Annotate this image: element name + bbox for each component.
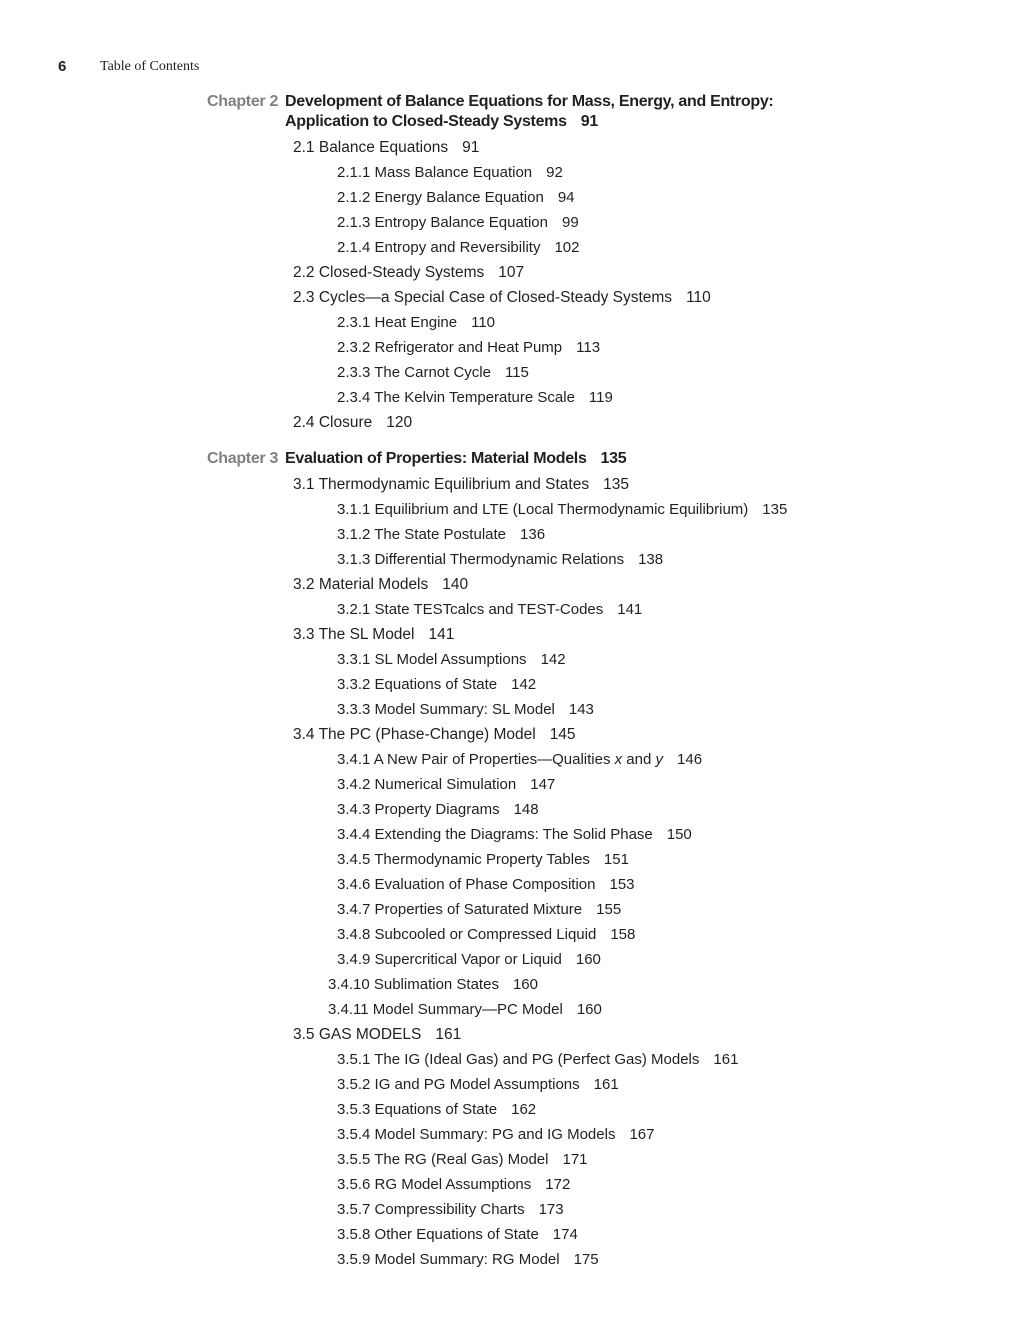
toc-entry-3-4-7[interactable]: 3.4.7 Properties of Saturated Mixture 155 <box>337 901 622 918</box>
toc-entry-3-5-2[interactable]: 3.5.2 IG and PG Model Assumptions 161 <box>337 1076 619 1093</box>
chapter-page: 135 <box>600 450 627 467</box>
toc-entry-3-1-3[interactable]: 3.1.3 Differential Thermodynamic Relations 138 <box>337 551 664 568</box>
toc-entry-2-1-3[interactable]: 2.1.3 Entropy Balance Equation 99 <box>337 214 579 231</box>
toc-entry-3-4-5[interactable]: 3.4.5 Thermodynamic Property Tables 151 <box>337 851 629 868</box>
toc-entry-3-4[interactable]: 3.4 The PC (Phase-Change) Model 145 <box>293 726 576 743</box>
page-ref: 120 <box>386 414 413 431</box>
page-ref: 160 <box>512 976 538 993</box>
page-ref: 135 <box>762 501 788 518</box>
toc-entry-2-1[interactable]: 2.1 Balance Equations 91 <box>293 139 480 156</box>
toc-entry-2-1-2[interactable]: 2.1.2 Energy Balance Equation 94 <box>337 189 575 206</box>
toc-entry-3-5-4[interactable]: 3.5.4 Model Summary: PG and IG Models 167 <box>337 1126 655 1143</box>
page-ref: 150 <box>666 826 692 843</box>
page-ref: 91 <box>462 139 480 156</box>
page-number: 6 <box>58 58 67 75</box>
toc-entry-2-3-3[interactable]: 2.3.3 The Carnot Cycle 115 <box>337 364 529 381</box>
page-ref: 92 <box>546 164 563 181</box>
toc-entry-2-3-1[interactable]: 2.3.1 Heat Engine 110 <box>337 314 496 331</box>
toc-entry-2-2[interactable]: 2.2 Closed-Steady Systems 107 <box>293 264 525 281</box>
chapter-label: Chapter 2 <box>207 93 279 110</box>
toc-entry-3-5-6[interactable]: 3.5.6 RG Model Assumptions 172 <box>337 1176 571 1193</box>
page-ref: 141 <box>428 626 455 643</box>
page-ref: 115 <box>504 364 529 381</box>
toc-entry-3-3-3[interactable]: 3.3.3 Model Summary: SL Model 143 <box>337 701 594 718</box>
page-ref: 155 <box>596 901 622 918</box>
chapter-label: Chapter 3 <box>207 450 279 467</box>
toc-entry-2-4[interactable]: 2.4 Closure 120 <box>293 414 413 431</box>
toc-entry-3-4-9[interactable]: 3.4.9 Supercritical Vapor or Liquid 160 <box>337 951 601 968</box>
page-ref: 174 <box>552 1226 578 1243</box>
page-ref: 99 <box>561 214 579 231</box>
toc-entry-3-4-6[interactable]: 3.4.6 Evaluation of Phase Composition 153 <box>337 876 635 893</box>
page-ref: 143 <box>568 701 594 718</box>
toc-entry-3-4-1[interactable]: 3.4.1 A New Pair of Properties—Qualities x and y 146 <box>337 751 703 768</box>
toc-entry-3-3-1[interactable]: 3.3.1 SL Model Assumptions 142 <box>337 651 566 668</box>
page-ref: 110 <box>471 314 496 331</box>
page-ref: 162 <box>511 1101 537 1118</box>
toc-entry-3-2-1[interactable]: 3.2.1 State TESTcalcs and TEST-Codes 141 <box>337 601 643 618</box>
page-ref: 94 <box>557 189 575 206</box>
toc-entry-3-1-2[interactable]: 3.1.2 The State Postulate 136 <box>337 526 546 543</box>
chapter-title: Evaluation of Properties: Material Models 135 <box>285 450 627 467</box>
toc-entry-3-2[interactable]: 3.2 Material Models 140 <box>293 576 469 593</box>
page-ref: 173 <box>538 1201 564 1218</box>
toc-entry-3-5-1[interactable]: 3.5.1 The IG (Ideal Gas) and PG (Perfect Gas) Models 161 <box>337 1051 739 1068</box>
toc-entry-3-3[interactable]: 3.3 The SL Model 141 <box>293 626 455 643</box>
toc-entry-3-5-8[interactable]: 3.5.8 Other Equations of State 174 <box>337 1226 578 1243</box>
page-ref: 151 <box>603 851 629 868</box>
page-ref: 107 <box>498 264 525 281</box>
toc-entry-3-3-2[interactable]: 3.3.2 Equations of State 142 <box>337 676 537 693</box>
chapter-title: Development of Balance Equations for Mass, Energy, and Entropy: Application to Closed-Steady Systems 91 <box>285 93 774 130</box>
toc-entry-3-5-7[interactable]: 3.5.7 Compressibility Charts 173 <box>337 1201 564 1218</box>
page-ref: 141 <box>617 601 643 618</box>
page-ref: 102 <box>554 239 580 256</box>
toc-entry-3-4-11[interactable]: 3.4.11 Model Summary—PC Model 160 <box>328 1001 602 1018</box>
page-ref: 172 <box>545 1176 571 1193</box>
toc-entry-3-4-3[interactable]: 3.4.3 Property Diagrams 148 <box>337 801 539 818</box>
toc-entry-3-5-5[interactable]: 3.5.5 The RG (Real Gas) Model 171 <box>337 1151 588 1168</box>
toc-entry-3-1-1[interactable]: 3.1.1 Equilibrium and LTE (Local Thermodynamic Equilibrium) 135 <box>337 501 788 518</box>
page-ref: 145 <box>549 726 576 743</box>
toc-entry-2-1-1[interactable]: 2.1.1 Mass Balance Equation 92 <box>337 164 563 181</box>
page-ref: 158 <box>610 926 636 943</box>
toc-entry-2-1-4[interactable]: 2.1.4 Entropy and Reversibility 102 <box>337 239 580 256</box>
running-head: Table of Contents <box>100 59 200 74</box>
page-ref: 161 <box>435 1026 462 1043</box>
page-ref: 142 <box>540 651 566 668</box>
page-ref: 171 <box>562 1151 588 1168</box>
page-ref: 160 <box>575 951 601 968</box>
page-ref: 113 <box>576 339 601 356</box>
toc-entry-3-4-2[interactable]: 3.4.2 Numerical Simulation 147 <box>337 776 556 793</box>
toc-entry-3-5[interactable]: 3.5 GAS MODELS 161 <box>293 1026 462 1043</box>
page-ref: 140 <box>442 576 469 593</box>
chapter-page: 91 <box>580 113 598 130</box>
toc-entry-2-3[interactable]: 2.3 Cycles—a Special Case of Closed-Steady Systems 110 <box>293 289 711 306</box>
toc-entry-3-1[interactable]: 3.1 Thermodynamic Equilibrium and States 135 <box>293 476 629 493</box>
page-ref: 138 <box>638 551 664 568</box>
page-ref: 119 <box>588 389 613 406</box>
page-ref: 142 <box>511 676 537 693</box>
page-ref: 167 <box>629 1126 655 1143</box>
toc-entry-3-4-8[interactable]: 3.4.8 Subcooled or Compressed Liquid 158 <box>337 926 636 943</box>
page-ref: 146 <box>677 751 703 768</box>
page-ref: 148 <box>513 801 539 818</box>
page-ref: 136 <box>520 526 546 543</box>
page-ref: 161 <box>593 1076 619 1093</box>
toc-entry-2-3-2[interactable]: 2.3.2 Refrigerator and Heat Pump 113 <box>337 339 601 356</box>
toc-entry-3-4-4[interactable]: 3.4.4 Extending the Diagrams: The Solid Phase 150 <box>337 826 692 843</box>
toc-entry-3-4-10[interactable]: 3.4.10 Sublimation States 160 <box>328 976 538 993</box>
page-ref: 161 <box>713 1051 739 1068</box>
page-ref: 160 <box>576 1001 602 1018</box>
toc-entry-3-5-9[interactable]: 3.5.9 Model Summary: RG Model 175 <box>337 1251 599 1268</box>
toc-entry-3-5-3[interactable]: 3.5.3 Equations of State 162 <box>337 1101 537 1118</box>
page-ref: 135 <box>603 476 629 493</box>
page-ref: 147 <box>530 776 556 793</box>
page-ref: 110 <box>686 289 711 306</box>
page-ref: 175 <box>573 1251 599 1268</box>
toc-entry-2-3-4[interactable]: 2.3.4 The Kelvin Temperature Scale 119 <box>337 389 613 406</box>
page-ref: 153 <box>609 876 635 893</box>
